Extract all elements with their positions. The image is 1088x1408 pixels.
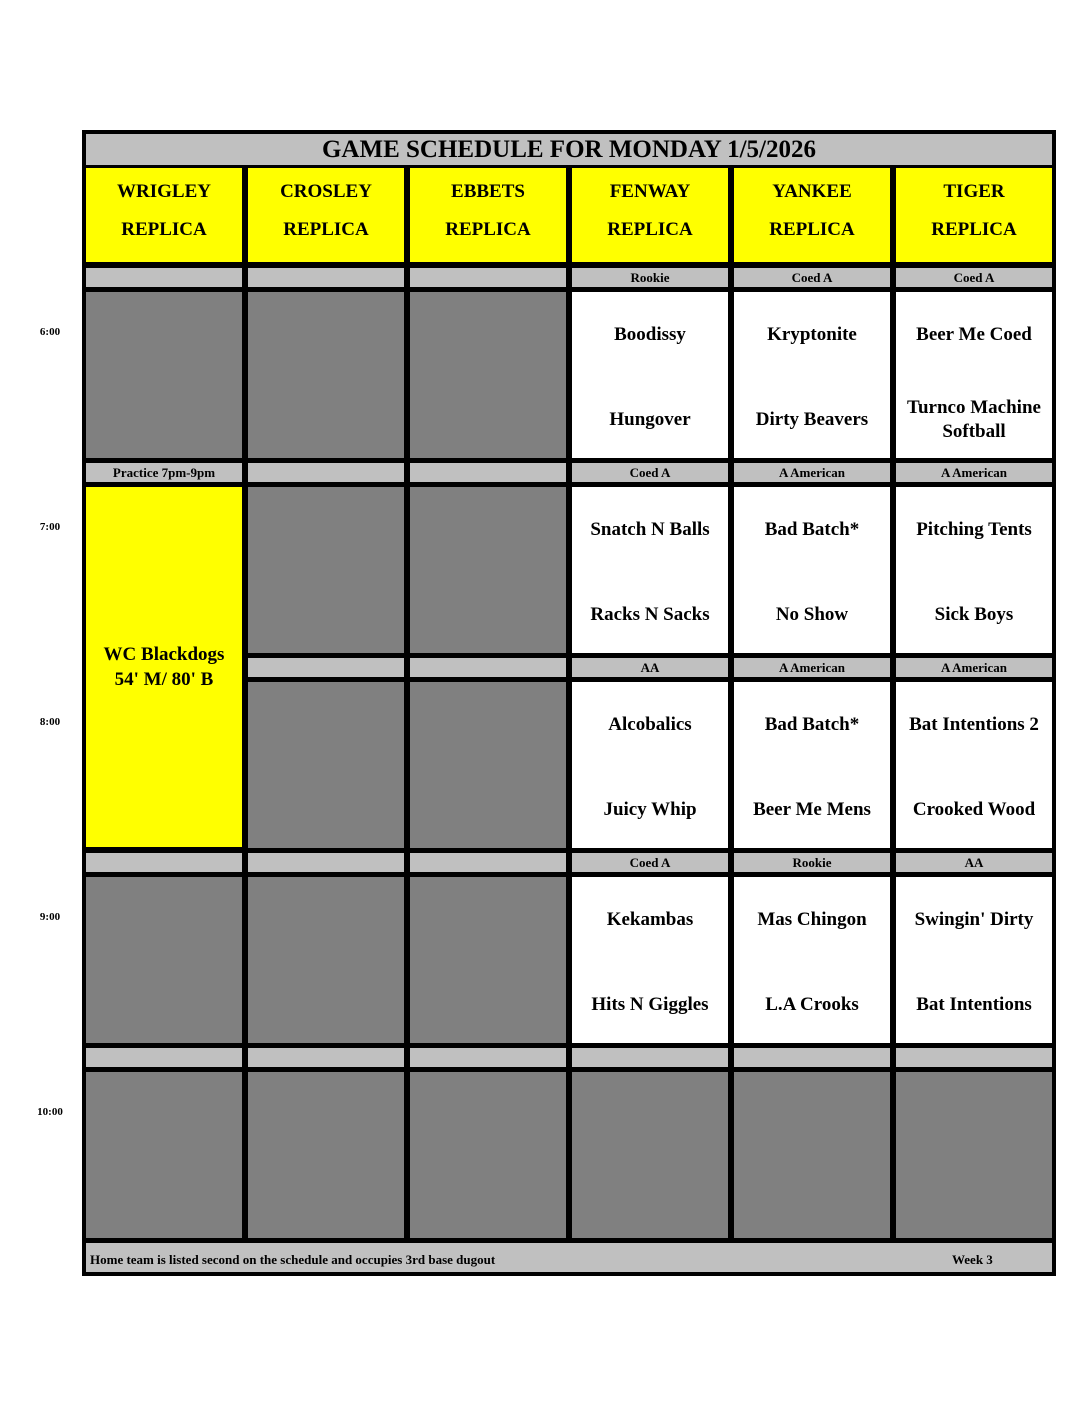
division-label: [408, 461, 568, 484]
game-cell[interactable]: [570, 290, 730, 460]
practice-team: WC Blackdogs: [103, 644, 225, 665]
away-team: Bat Intentions 2: [909, 713, 1039, 735]
field-header: [246, 166, 406, 264]
field-name: TIGER: [943, 181, 1005, 202]
time-label: 10:00: [37, 1106, 63, 1118]
practice-text: [104, 642, 225, 692]
home-team: Dirty Beavers: [755, 408, 869, 430]
game-cell[interactable]: [894, 680, 1054, 850]
away-team: Snatch N Balls: [590, 518, 710, 540]
away-team: Kryptonite: [767, 323, 857, 345]
division-label: [246, 851, 406, 874]
division-label: Coed A: [732, 266, 892, 289]
week-label: Week 3: [952, 1252, 993, 1267]
open-slot: [246, 875, 406, 1045]
division-label: [408, 851, 568, 874]
open-slot: [408, 680, 568, 850]
home-team: Crooked Wood: [912, 798, 1036, 820]
home-team: No Show: [775, 603, 849, 625]
home-team: Beer Me Mens: [753, 798, 871, 820]
open-slot: [246, 485, 406, 655]
game-cell[interactable]: [732, 290, 892, 460]
away-team: Alcobalics: [608, 713, 692, 735]
division-label: [570, 1046, 730, 1069]
game-cell[interactable]: [894, 875, 1054, 1045]
division-label: Coed A: [570, 851, 730, 874]
away-team: Bad Batch*: [764, 713, 860, 735]
division-label: AA: [894, 851, 1054, 874]
open-slot: [570, 1070, 730, 1240]
division-label: [894, 1046, 1054, 1069]
open-slot: [84, 875, 244, 1045]
game-cell[interactable]: [732, 875, 892, 1045]
page-title: GAME SCHEDULE FOR MONDAY 1/5/2026: [85, 133, 1053, 166]
home-team: Hits N Giggles: [591, 993, 709, 1015]
open-slot: [408, 290, 568, 460]
field-subtitle: REPLICA: [931, 219, 1017, 240]
field-subtitle: REPLICA: [283, 219, 369, 240]
practice-block[interactable]: [84, 485, 244, 849]
home-team: Juicy Whip: [603, 798, 697, 820]
division-label: AA: [570, 656, 730, 679]
open-slot: [246, 1070, 406, 1240]
division-label: Coed A: [894, 266, 1054, 289]
division-label: Practice 7pm-9pm: [84, 461, 244, 484]
away-team: Bad Batch*: [764, 518, 860, 540]
home-team-note: Home team is listed second on the schedule and occupies 3rd base dugout: [90, 1252, 496, 1267]
division-label: [84, 851, 244, 874]
away-team: Boodissy: [614, 323, 686, 345]
away-team: Swingin' Dirty: [914, 908, 1034, 930]
field-name: WRIGLEY: [117, 181, 211, 202]
away-team: Beer Me Coed: [916, 323, 1032, 345]
division-label: [408, 1046, 568, 1069]
field-header: [570, 166, 730, 264]
division-label: [408, 266, 568, 289]
division-label: [246, 656, 406, 679]
field-name: CROSLEY: [280, 181, 372, 202]
division-label: A American: [732, 461, 892, 484]
open-slot: [732, 1070, 892, 1240]
time-label: 6:00: [39, 326, 61, 338]
field-name: FENWAY: [609, 181, 691, 202]
open-slot: [408, 485, 568, 655]
game-cell[interactable]: [570, 680, 730, 850]
home-team: Sick Boys: [934, 603, 1014, 625]
time-label: 8:00: [39, 716, 61, 728]
game-cell[interactable]: [894, 290, 1054, 460]
home-team: Hungover: [609, 408, 691, 430]
practice-detail: 54' M/ 80' B: [114, 669, 214, 690]
time-label: 7:00: [39, 521, 61, 533]
field-subtitle: REPLICA: [607, 219, 693, 240]
field-header: [84, 166, 244, 264]
home-team: Racks N Sacks: [590, 603, 710, 625]
division-label: A American: [894, 656, 1054, 679]
division-label: [246, 1046, 406, 1069]
division-label: [84, 266, 244, 289]
field-subtitle: REPLICA: [445, 219, 531, 240]
game-cell[interactable]: [894, 485, 1054, 655]
open-slot: [246, 680, 406, 850]
field-header: [408, 166, 568, 264]
field-header: [732, 166, 892, 264]
away-team: Pitching Tents: [916, 518, 1032, 540]
field-subtitle: REPLICA: [769, 219, 855, 240]
time-label: 9:00: [39, 911, 61, 923]
game-cell[interactable]: [732, 485, 892, 655]
division-label: Rookie: [570, 266, 730, 289]
field-header: [894, 166, 1054, 264]
division-label: [246, 266, 406, 289]
division-label: Coed A: [570, 461, 730, 484]
field-name: YANKEE: [772, 181, 852, 202]
division-label: [732, 1046, 892, 1069]
away-team: Mas Chingon: [757, 908, 867, 930]
game-cell[interactable]: [570, 875, 730, 1045]
division-label: Rookie: [732, 851, 892, 874]
open-slot: [894, 1070, 1054, 1240]
home-team: Turnco Machine Softball: [907, 396, 1041, 442]
open-slot: [408, 1070, 568, 1240]
division-label: [84, 1046, 244, 1069]
field-subtitle: REPLICA: [121, 219, 207, 240]
division-label: A American: [894, 461, 1054, 484]
footer: [84, 1241, 1054, 1274]
division-label: [246, 461, 406, 484]
open-slot: [246, 290, 406, 460]
open-slot: [84, 290, 244, 460]
home-team: Bat Intentions: [916, 993, 1032, 1015]
division-label: [408, 656, 568, 679]
open-slot: [408, 875, 568, 1045]
away-team: Kekambas: [606, 908, 694, 930]
division-label: A American: [732, 656, 892, 679]
field-name: EBBETS: [451, 181, 525, 202]
game-cell[interactable]: [732, 680, 892, 850]
open-slot: [84, 1070, 244, 1240]
home-team: L.A Crooks: [765, 993, 859, 1015]
game-cell[interactable]: [570, 485, 730, 655]
